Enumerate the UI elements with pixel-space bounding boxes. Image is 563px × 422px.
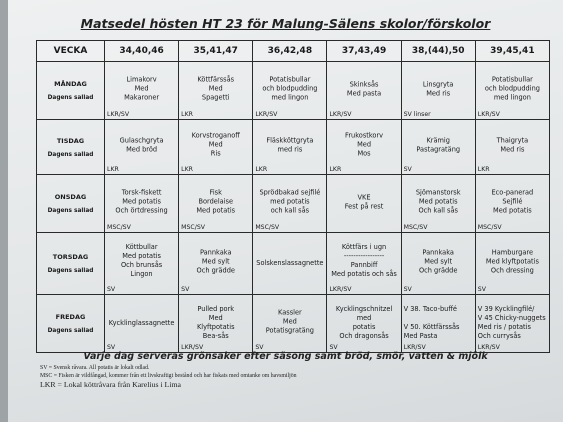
meal-line: Makaroner [124,92,160,101]
origin-tag: LKR [255,166,268,173]
meal-line: Med ris [426,89,451,98]
day-label-cell [37,233,105,295]
origin-tag: MSC/SV [255,224,280,231]
origin-tag: LKR [181,166,193,173]
meal-line: potatis [352,323,376,331]
meal-cell [327,295,401,353]
day-label-cell [37,295,105,353]
meal-description [478,248,547,275]
origin-tag: SV [403,286,412,293]
day-label-cell [37,175,105,233]
meal-line: Med potatis [122,196,161,205]
meal-line: Lingon [130,270,153,278]
origin-tag: SV [107,286,116,293]
meal-line: med lingon [271,92,309,101]
meal-description [255,137,324,155]
meal-line: Hamburgare [491,247,533,256]
meal-line: Och örtdressing [115,205,168,214]
legend-note: MSC = Fisken är vildfångad, kommer från ett livskraftigt bestånd och har fiskats med omtanke om havsmiljön [40,372,297,379]
origin-tag: MSC/SV [403,224,428,231]
meal-description [181,131,250,158]
week-column-header: 37,43,49 [327,41,401,62]
day-label-cell [37,120,105,175]
meal-description [329,80,398,98]
meal-line: med potatis [270,196,310,205]
meal-line: med [356,314,372,322]
header-row [37,41,550,62]
salad-label: Dagens sallad [47,328,94,334]
meal-line: Krämig [426,136,450,145]
meal-cell [475,233,549,295]
day-row [37,295,550,353]
meal-line: Och dressing [490,265,534,274]
week-column-header: 38,(44),50 [401,41,475,62]
meal-description [478,188,547,215]
meal-line: Kassler [278,307,302,316]
meal-description [107,318,176,327]
meal-cell [401,120,475,175]
day-row [37,233,550,295]
meal-line: Bordelaise [198,196,234,205]
meal-line: Pulled pork [197,305,235,313]
meal-line: Med [134,83,149,92]
meal-cell [105,175,179,233]
meal-line: Med ris [500,145,525,154]
meal-line: Potatisbullar [491,74,533,83]
salad-label: Dagens sallad [47,208,94,214]
meal-line: Pannkaka [422,247,454,256]
origin-tag: LKR/SV [329,111,352,118]
meal-line: V 45 Chicky-nuggets [477,314,546,322]
meal-cell [179,62,253,120]
meal-line: Köttbullar [125,243,158,251]
meal-line: Kycklinglassagnette [108,318,175,327]
meal-cell [401,233,475,295]
meal-description [478,75,547,102]
meal-line: ----------------- [343,252,385,260]
meal-line: Köttfärs i ugn [341,243,387,251]
meal-description [107,188,176,215]
meal-description [404,248,473,275]
meal-line: Med potatis [418,196,458,205]
meal-line: med lingon [493,92,531,101]
origin-tag: SV [329,344,338,351]
meal-cell [327,233,401,295]
menu-table [36,40,550,353]
meal-cell [253,120,327,175]
meal-cell [327,62,401,120]
origin-tag: SV [477,286,486,293]
day-name: MÅNDAG [54,80,87,88]
meal-line: Eco-panerad [491,187,534,196]
meal-description [255,258,324,267]
meal-line: Med [357,140,372,149]
meal-description [181,188,250,215]
origin-tag: LKR/SV [181,344,204,351]
meal-description [107,75,176,102]
meal-line: Fest på rest [344,202,384,211]
meal-line: Sejfilé [502,196,523,205]
origin-tag: SV linser [403,111,431,118]
meal-line: Skinksås [349,80,379,89]
meal-line: och blodpudding [484,83,540,92]
legend-note: SV = Svensk råvara. All potatis är lokalt odlad. [40,365,150,371]
day-label-cell [37,62,105,120]
meal-cell [253,62,327,120]
meal-description [478,137,547,155]
meal-description [181,305,250,341]
week-column-header: 34,40,46 [105,41,179,62]
meal-line: Med potatis [196,205,236,214]
meal-description [107,243,176,279]
meal-line: Korvstroganoff [191,131,240,140]
meal-cell [253,233,327,295]
meal-description [404,137,473,155]
week-column-header: 39,45,41 [475,41,549,62]
origin-tag: LKR/SV [477,111,500,118]
meal-line: Köttfärssås [197,74,235,83]
meal-line: Klyftpotatis [196,323,235,331]
meal-line: Limakorv [126,74,157,83]
day-row [37,62,550,120]
page-title: Matsedel hösten HT 23 för Malung-Sälens skolor/förskolor [80,16,491,31]
salad-label: Dagens sallad [47,151,94,158]
meal-line: Pannbiff [350,261,378,269]
origin-tag: LKR [107,166,119,173]
meal-description [478,305,547,341]
meal-line [404,314,473,323]
meal-description [255,308,324,335]
salad-label: Dagens sallad [47,268,94,274]
meal-cell [401,62,475,120]
meal-cell [105,120,179,175]
meal-line: Fläskköttgryta [266,136,314,145]
meal-line: med ris [277,145,303,154]
meal-line: Linsgryta [422,80,454,89]
meal-line: Thaigryta [496,136,529,145]
meal-line: Sjömanstorsk [415,187,461,196]
meal-line: och blodpudding [262,83,318,92]
meal-line: och kall sås [270,205,310,214]
meal-line: Potatisgratäng [265,325,314,334]
week-column-header: 35,41,47 [179,41,253,62]
meal-line: Med pasta [346,89,382,98]
origin-tag: LKR [477,166,490,173]
meal-line: V 39 Kycklingfilé/ [477,305,535,313]
meal-description [329,305,398,341]
meal-line: Ris [210,149,221,158]
meal-line: Gulaschgryta [119,136,164,145]
day-name: TORSDAG [52,253,89,261]
meal-line: Mos [357,149,371,158]
origin-tag: LKR/SV [107,111,130,118]
meal-description [255,188,324,215]
origin-tag: SV [255,344,264,351]
meal-line: Med sylt [424,256,453,265]
legend-notes [40,365,297,390]
origin-tag: MSC/SV [107,224,131,231]
meal-line: Och grädde [418,265,458,274]
meal-cell [475,62,549,120]
legend-note: LKR = Lokal köttråvara från Karelius i Lima [40,380,182,389]
meal-description [329,243,398,279]
meal-line: Bea-sås [202,332,229,340]
meal-line: Med klyftpotatis [485,256,539,265]
meal-line: Spagetti [201,92,230,101]
meal-line: Med [208,140,223,149]
day-name: ONSDAG [54,193,87,201]
salad-label: Dagens sallad [47,95,94,101]
origin-tag: MSC/SV [181,224,205,231]
meal-line: Med potatis och sås [331,270,397,278]
meal-line: Pastagratäng [416,145,461,154]
meal-description [404,80,473,98]
meal-description [329,131,398,158]
meal-description [404,188,473,215]
origin-tag: SV [107,344,116,351]
week-header: VECKA [37,41,105,62]
origin-tag: LKR [181,111,193,118]
origin-tag: LKR/SV [403,344,426,351]
origin-tag: MSC/SV [477,224,502,231]
day-row [37,175,550,233]
meal-description [255,75,324,102]
origin-tag: SV [181,286,190,293]
meal-description [404,305,473,341]
meal-line: Och grädde [196,265,235,274]
origin-tag: LKR/SV [477,344,500,351]
origin-tag: LKR/SV [255,111,278,118]
meal-cell [327,175,401,233]
meal-line: V 38. Taco-buffé [403,305,457,313]
meal-description [329,193,398,211]
meal-line: VKE [357,193,371,202]
meal-cell [327,120,401,175]
meal-line: V 50. Köttfärssås [403,323,460,331]
meal-line: Och brunsås [120,261,163,269]
origin-tag: SV [403,166,412,173]
meal-cell [475,295,549,353]
meal-cell [179,295,253,353]
day-name: TISDAG [56,136,85,145]
meal-cell [253,175,327,233]
meal-description [181,75,250,102]
meal-line: Med [208,314,223,322]
meal-line: Solskenslassagnette [256,258,324,267]
meal-line: Och kall sås [418,205,458,214]
meal-line: Med [208,83,223,92]
day-row [37,120,550,175]
meal-cell [105,233,179,295]
meal-line: Med Pasta [403,332,438,340]
meal-line: Frukostkorv [345,131,384,140]
meal-cell [179,120,253,175]
meal-line: Med [282,316,297,325]
week-column-header: 36,42,48 [253,41,327,62]
meal-cell [179,233,253,295]
meal-line: Med potatis [122,252,161,260]
meal-line: Pannkaka [199,247,232,256]
meal-line: Med sylt [201,256,230,265]
meal-cell [179,175,253,233]
meal-line: Fisk [209,187,222,196]
menu-sheet [8,0,563,422]
meal-line: Med bröd [126,145,158,154]
meal-cell [401,175,475,233]
meal-line: Kycklingschnitzel [335,305,393,313]
meal-description [107,137,176,155]
meal-line: Och dragonsås [339,332,389,340]
day-name: FREDAG [55,313,86,321]
footer-text: Varje dag serveras grönsaker efter säsong samt bröd, smör, vatten & mjölk [83,351,488,362]
meal-line: Torsk-fiskett [121,187,162,196]
meal-cell [401,295,475,353]
origin-tag: LKR [329,166,342,173]
meal-cell [475,175,549,233]
meal-cell [105,62,179,120]
origin-tag: LKR/SV [329,286,352,293]
meal-cell [475,120,549,175]
meal-cell [253,295,327,353]
meal-line: Med ris / potatis [477,323,531,331]
meal-line: Sprödbakad sejfilé [259,187,321,196]
meal-description [181,248,250,275]
meal-line: Potatisbullar [269,74,311,83]
meal-line: Med potatis [493,205,532,214]
meal-line: Och currysås [477,332,521,340]
meal-cell [105,295,179,353]
